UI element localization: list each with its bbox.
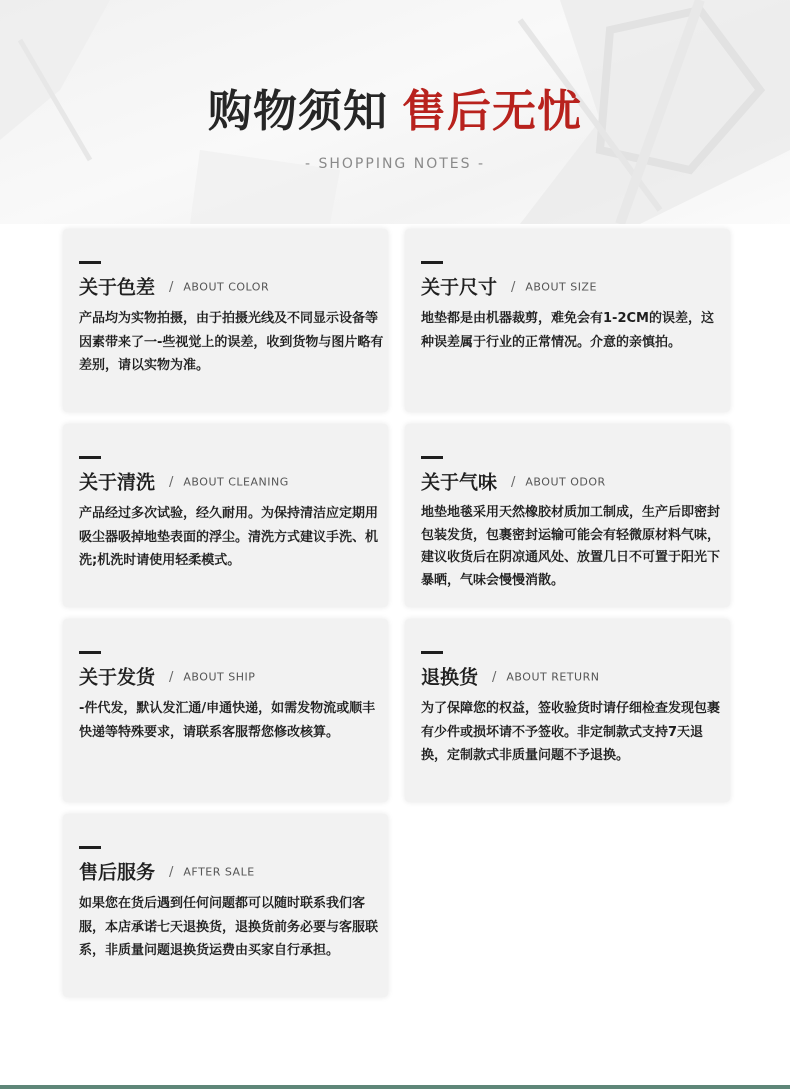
card-title: 退换货	[421, 666, 479, 689]
card-header	[79, 858, 255, 887]
card-accent-bar	[79, 846, 101, 849]
card-header	[79, 273, 269, 302]
hero-banner	[0, 0, 790, 224]
card-accent-bar	[421, 261, 443, 264]
card-accent-bar	[79, 261, 101, 264]
card-title: 关于发货	[79, 666, 156, 689]
card-body: 产品经过多次试验，经久耐用。为保持清洁应定期用吸尘器吸掉地垫表面的浮尘。清洗方式建议手洗、机洗;机洗时请使用轻柔模式。	[79, 506, 379, 568]
card-separator: /	[169, 279, 174, 295]
card-en-title: ABOUT ODOR	[525, 475, 606, 489]
bottom-divider	[0, 1085, 790, 1089]
card-header	[421, 468, 606, 497]
card-separator: /	[511, 279, 516, 295]
card-body: 地垫都是由机器裁剪，难免会有1-2CM的误差，这种误差属于行业的正常情况。介意的亲慎拍。	[421, 311, 714, 350]
card-separator: /	[169, 864, 174, 880]
card-en-title: ABOUT CLEANING	[183, 475, 289, 489]
page-title	[0, 82, 790, 142]
card-body: 地垫地毯采用天然橡胶材质加工制成，生产后即密封包装发货，包裹密封运输可能会有轻微原材料气味，建议收货后在阴凉通风处、放置几日不可置于阳光下暴晒，气味会慢慢消散。	[421, 505, 721, 588]
card-header	[421, 273, 597, 302]
card-title: 售后服务	[79, 861, 156, 884]
card-title: 关于尺寸	[421, 276, 498, 299]
card-separator: /	[169, 474, 174, 490]
card-header	[79, 663, 255, 692]
card-body: -件代发，默认发汇通/申通快递，如需发物流或顺丰快递等特殊要求，请联系客服帮您修改核算。	[79, 701, 376, 740]
card-header	[421, 663, 599, 692]
title-dark-part: 购物须知	[208, 86, 388, 137]
page-subtitle: - SHOPPING NOTES -	[305, 156, 485, 172]
card-en-title: ABOUT RETURN	[506, 670, 600, 684]
card-about-cleaning	[63, 424, 388, 607]
card-accent-bar	[79, 456, 101, 459]
card-en-title: ABOUT SIZE	[525, 280, 597, 294]
card-about-return	[405, 619, 730, 802]
title-red-part: 售后无忧	[402, 86, 582, 137]
card-accent-bar	[421, 456, 443, 459]
card-en-title: AFTER SALE	[183, 865, 255, 879]
card-body: 产品均为实物拍摄，由于拍摄光线及不同显示设备等因素带来了一-些视觉上的误差，收到货物与图片略有差别，请以实物为准。	[79, 311, 384, 373]
card-title: 关于气味	[421, 471, 498, 494]
card-about-odor	[405, 424, 730, 607]
card-about-ship	[63, 619, 388, 802]
card-separator: /	[511, 474, 516, 490]
card-after-sale	[63, 814, 388, 997]
card-title: 关于色差	[79, 276, 156, 299]
card-about-color	[63, 229, 388, 412]
card-accent-bar	[79, 651, 101, 654]
card-header	[79, 468, 289, 497]
card-separator: /	[169, 669, 174, 685]
card-title: 关于清洗	[79, 471, 156, 494]
card-en-title: ABOUT SHIP	[183, 670, 256, 684]
card-body: 为了保障您的权益，签收验货时请仔细检查发现包裹有少件或损坏请不予签收。非定制款式支持7天退换，定制款式非质量问题不予退换。	[421, 701, 721, 763]
card-about-size	[405, 229, 730, 412]
card-separator: /	[492, 669, 497, 685]
card-accent-bar	[421, 651, 443, 654]
card-body: 如果您在货后遇到任何问题都可以随时联系我们客服，本店承诺七天退换货，退换货前务必要与客服联系，非质量问题退换货运费由买家自行承担。	[79, 896, 379, 958]
card-en-title: ABOUT COLOR	[183, 280, 270, 294]
